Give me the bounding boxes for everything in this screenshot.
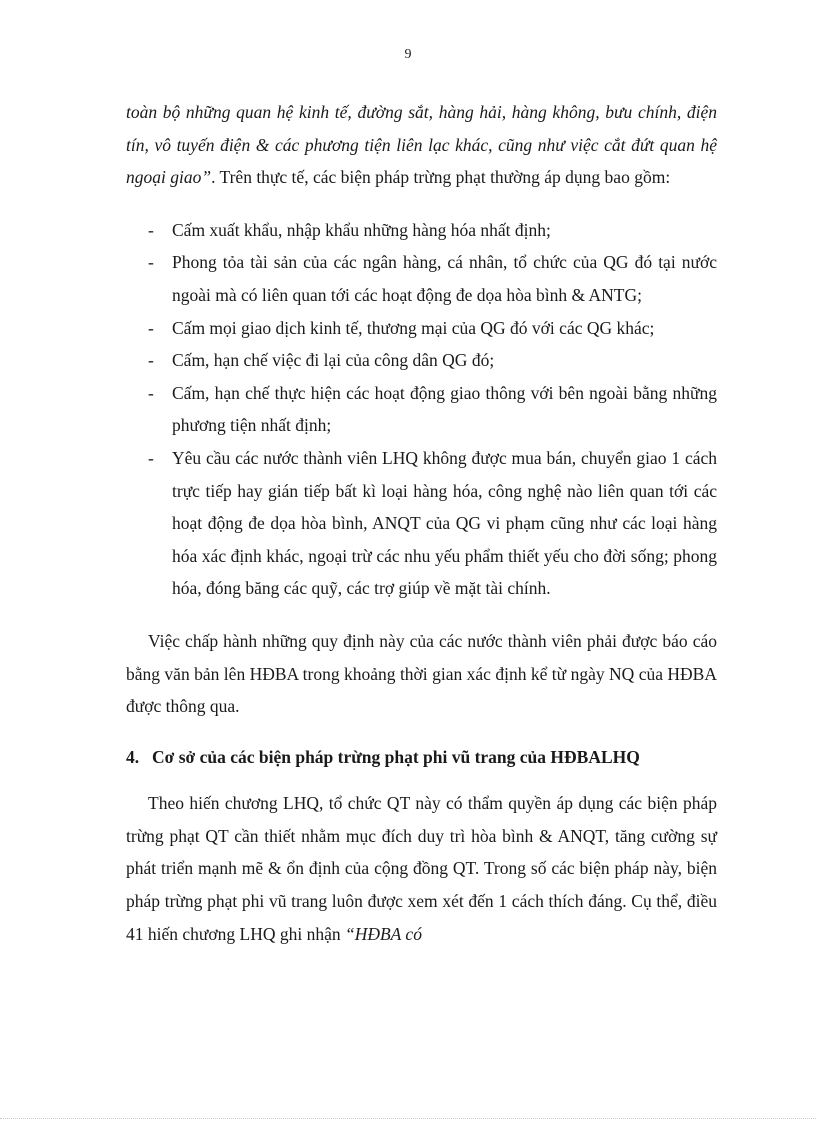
bullet-marker: -	[148, 252, 154, 273]
bullet-marker: -	[148, 350, 154, 371]
basis-text: Theo hiến chương LHQ, tổ chức QT này có thẩm quyền áp dụng các biện pháp trừng phạt QT cần thiết nhằm mục đích duy trì hòa bình & ANQT, tăng cường sự phát triển mạnh mẽ & ổn định của cộng đồng QT. Trong số các biện pháp này, biện pháp trừng phạt phi vũ trang luôn được xem xét đến 1 cách thích đáng. Cụ thể, điều 41 hiến chương LHQ ghi nhận	[126, 793, 717, 944]
document-body	[126, 96, 717, 950]
list-item	[126, 312, 717, 345]
list-item-text: Yêu cầu các nước thành viên LHQ không được mua bán, chuyển giao 1 cách trực tiếp hay gián tiếp bất kì loại hàng hóa, công nghệ nào liên quan tới các hoạt động đe dọa hòa bình, ANQT của QG vi phạm cũng như các loại hàng hóa xác định khác, ngoại trừ các nhu yếu phẩm thiết yếu cho đời sống; phong hóa, đóng băng các quỹ, các trợ giúp về mặt tài chính.	[172, 447, 717, 599]
intro-rest: . Trên thực tế, các biện pháp trừng phạt thường áp dụng bao gồm:	[211, 167, 671, 188]
section-title: Cơ sở của các biện pháp trừng phạt phi vũ trang của HĐBALHQ	[152, 746, 640, 767]
bullet-marker: -	[148, 447, 154, 468]
list-item	[126, 442, 717, 605]
basis-paragraph	[126, 787, 717, 950]
list-item-text: Cấm, hạn chế việc đi lại của công dân QG đó;	[172, 350, 495, 371]
list-item-text: Phong tỏa tài sản của các ngân hàng, cá nhân, tổ chức của QG đó tại nước ngoài mà có liên quan tới các hoạt động đe dọa hòa bình & ANTG;	[172, 252, 717, 305]
list-item-text: Cấm mọi giao dịch kinh tế, thương mại của QG đó với các QG khác;	[172, 317, 655, 338]
intro-paragraph	[126, 96, 717, 194]
reporting-paragraph: Việc chấp hành những quy định này của các nước thành viên phải được báo cáo bằng văn bản lên HĐBA trong khoảng thời gian xác định kể từ ngày NQ của HĐBA được thông qua.	[126, 630, 717, 717]
list-item	[126, 344, 717, 377]
page-number: 9	[404, 47, 412, 62]
list-item-text: Cấm, hạn chế thực hiện các hoạt động giao thông với bên ngoài bằng những phương tiện nhất định;	[172, 382, 717, 436]
sanctions-list	[126, 214, 717, 605]
bullet-marker: -	[148, 382, 154, 403]
list-item	[126, 214, 717, 247]
basis-quote-start: “HĐBA có	[344, 923, 422, 944]
list-item	[126, 377, 717, 442]
bullet-marker: -	[148, 219, 154, 240]
intro-quote: toàn bộ những quan hệ kinh tế, đường sắt, hàng hải, hàng không, bưu chính, điện tín, vô tuyến điện & các phương tiện liên lạc khác, cũng như việc cắt đứt quan hệ ngoại giao”	[126, 102, 717, 188]
bullet-marker: -	[148, 317, 154, 338]
section-heading	[126, 741, 717, 774]
list-item	[126, 246, 717, 311]
page-bottom-rule	[0, 1118, 816, 1119]
section-number: 4.	[126, 746, 140, 767]
list-item-text: Cấm xuất khẩu, nhập khẩu những hàng hóa nhất định;	[172, 219, 551, 240]
